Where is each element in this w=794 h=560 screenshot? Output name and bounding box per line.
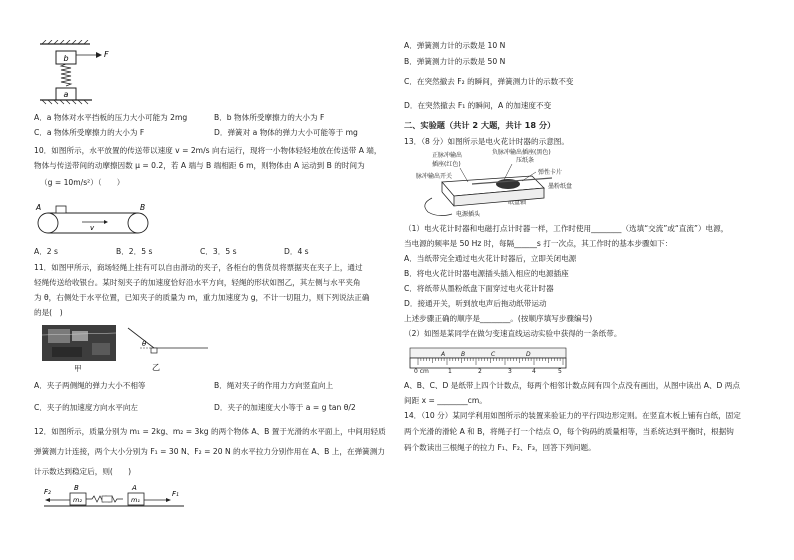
point-A: A xyxy=(441,351,446,358)
ruler-tick-5: 5 xyxy=(558,368,562,374)
two-blocks-figure xyxy=(44,482,194,512)
q12-line2: 弹簧测力计连接，两个大小分别为 F₁ = 30 N、F₂ = 20 N 的水平拉力分别作用在 A、B 上，在弹簧测力 xyxy=(34,447,385,456)
left-column xyxy=(34,0,394,560)
label-elastic-card: 弹性卡片 xyxy=(538,169,563,176)
q13-intro: 13．（8 分）如图所示是电火花计时器的示意图。 xyxy=(404,137,569,146)
q12-option-a: A．弹簧测力计的示数是 10 N xyxy=(404,41,506,50)
q10-line3: （g = 10m/s²）（ ） xyxy=(40,178,125,187)
q10-line1: 10．如图所示，水平放置的传送带以速度 v = 2m/s 向右运行，现将一小物体轻轻地放在传送带 A 端， xyxy=(34,146,382,155)
ruler-tick-2: 2 xyxy=(478,368,482,374)
theta-label: θ xyxy=(142,340,147,348)
label-ink-disc: 墨粉纸盘 xyxy=(548,183,573,190)
q10-option-d: D．4 s xyxy=(284,247,309,256)
q11-option-d: D．夹子的加速度大小等于 a = g tan θ/2 xyxy=(214,403,356,412)
q12-option-c: C．在突然撤去 F₂ 的瞬间，弹簧测力计的示数不变 xyxy=(404,77,574,86)
label-negative-output: 负脉冲输出插座(黑色) xyxy=(492,149,551,156)
block-b-label: b xyxy=(63,54,69,63)
ruler-unit: 0 cm xyxy=(414,368,429,374)
force-F-label: F xyxy=(104,50,109,59)
store-clip-photo xyxy=(42,325,116,361)
q11-line3: 为 θ，右侧处于水平位置，已知夹子的质量为 m，重力加速度为 g，不计一切阻力，则下列说法正确 xyxy=(34,293,370,302)
q14-line2: 两个光滑的滑轮 A 和 B，将绳子打一个结点 O，每个钩码的质量相等，当系统达到平衡时，根据钩 xyxy=(404,427,734,436)
q13-order: 上述步骤正确的顺序是________。(按顺序填写步骤编号) xyxy=(404,314,593,323)
point-C: C xyxy=(491,351,496,358)
q9-option-c: C．a 物体所受摩擦力的大小为 F xyxy=(34,128,145,137)
F1-label: F₁ xyxy=(172,490,179,498)
q12-line3: 计示数达到稳定后，则( ) xyxy=(34,467,132,476)
ruler-tick-1: 1 xyxy=(448,368,452,374)
q9-option-a: A．a 物体对水平挡板的压力大小可能为 2mg xyxy=(34,113,188,122)
q11-line1: 11．如图甲所示，商场轻绳上挂有可以自由滑动的夹子，各柜台的售货员将票据夹在夹子上，通过 xyxy=(34,263,363,272)
label-power-plug: 电源插头 xyxy=(456,211,481,218)
section-experiment-title: 二、实验题（共计 2 大题，共计 18 分） xyxy=(404,120,556,130)
label-press-strip: 压纸条 xyxy=(516,157,535,164)
q10-option-a: A．2 s xyxy=(34,247,58,256)
label-disc-axis: 纸盘轴 xyxy=(508,199,527,206)
q12-option-b: B．弹簧测力计的示数是 50 N xyxy=(404,57,506,66)
m2-label: m₂ xyxy=(73,496,82,504)
right-column xyxy=(404,0,764,560)
spring-icon xyxy=(61,64,71,86)
spark-timer-figure xyxy=(412,148,602,220)
ruler-tick-3: 3 xyxy=(508,368,512,374)
conveyor-belt-figure xyxy=(34,196,154,236)
block-A-label: A xyxy=(132,484,137,492)
fig-jia-label: 甲 xyxy=(74,364,82,373)
q9-option-b: B．b 物体所受摩擦力的大小为 F xyxy=(214,113,325,122)
q13-part1-a: （1）电火花计时器和电磁打点计时器一样，工作时使用________（选填“交流”或“直流”）电源， xyxy=(404,224,729,233)
block-a-label: a xyxy=(63,90,69,99)
q11-option-a: A．夹子两侧绳的弹力大小不相等 xyxy=(34,381,146,390)
q10-option-b: B．2．5 s xyxy=(116,247,153,256)
label-socket-red: 插座(红色) xyxy=(432,161,461,168)
F2-label: F₂ xyxy=(44,488,51,496)
m1-label: m₁ xyxy=(131,496,140,504)
ruler-tape-figure xyxy=(408,342,578,374)
label-pulse-switch: 脉冲输出开关 xyxy=(416,173,453,180)
point-B: B xyxy=(461,351,466,358)
q13-step-d: D．接通开关，听到放电声后拖动纸带运动 xyxy=(404,299,547,308)
q13-step-b: B．将电火花计时器电源插头插入相应的电源插座 xyxy=(404,269,569,278)
rope-clip-figure xyxy=(124,326,214,374)
q11-line2: 轻绳传送给收银台。某时刻夹子的加速度恰好沿水平方向，轻绳的形状如图乙，其左侧与水平夹角 xyxy=(34,278,361,287)
q13-part1-b: 当电源的频率是 50 Hz 时，每隔______s 打一次点，其工作时的基本步骤如下： xyxy=(404,239,673,248)
point-A-label: A xyxy=(36,203,42,212)
q10-option-c: C．3．5 s xyxy=(200,247,237,256)
point-D: D xyxy=(526,351,531,358)
q13-part2: （2）如图是某同学在做匀变速直线运动实验中获得的一条纸带。 xyxy=(404,329,622,338)
q9-option-d: D．弹簧对 a 物体的弹力大小可能等于 mg xyxy=(214,128,358,137)
velocity-v-label: v xyxy=(90,224,95,232)
q11-option-b: B．绳对夹子的作用力方向竖直向上 xyxy=(214,381,334,390)
label-positive-output: 正脉冲输出 xyxy=(432,152,463,159)
spring-blocks-figure xyxy=(34,40,144,110)
q12-option-d: D．在突然撤去 F₁ 的瞬间，A 的加速度不变 xyxy=(404,101,552,110)
ruler-tick-4: 4 xyxy=(532,368,536,374)
q10-line2: 物体与传送带间的动摩擦因数 μ = 0.2，若 A 端与 B 端相距 6 m，则物体由 A 运动到 B 的时间为 xyxy=(34,161,365,170)
q13-part3-b: 间距 x = ________cm。 xyxy=(404,396,487,405)
q12-line1: 12．如图所示，质量分别为 m₁ = 2kg、m₂ = 3kg 的两个物体 A、B 置于光滑的水平面上，中间用轻质 xyxy=(34,427,386,436)
q13-step-a: A．当纸带完全通过电火花计时器后，立即关闭电源 xyxy=(404,254,577,263)
q14-line3: 码个数读出三根绳子的拉力 F₁、F₂、F₃，回答下列问题。 xyxy=(404,443,596,452)
q14-line1: 14．（10 分）某同学利用如图所示的装置来验证力的平行四边形定则。在竖直木板上铺有白纸，固定 xyxy=(404,411,741,420)
fig-yi-label: 乙 xyxy=(152,363,160,372)
block-B-label: B xyxy=(74,484,79,492)
q13-step-c: C．将纸带从墨粉纸盘下面穿过电火花计时器 xyxy=(404,284,554,293)
point-B-label: B xyxy=(140,203,146,212)
q13-part3-a: A、B、C、D 是纸带上四个计数点，每两个相邻计数点间有四个点没有画出，从图中读出 A、D 两点 xyxy=(404,381,740,390)
q11-line4: 的是( ) xyxy=(34,308,63,317)
q11-option-c: C．夹子的加速度方向水平向左 xyxy=(34,403,139,412)
